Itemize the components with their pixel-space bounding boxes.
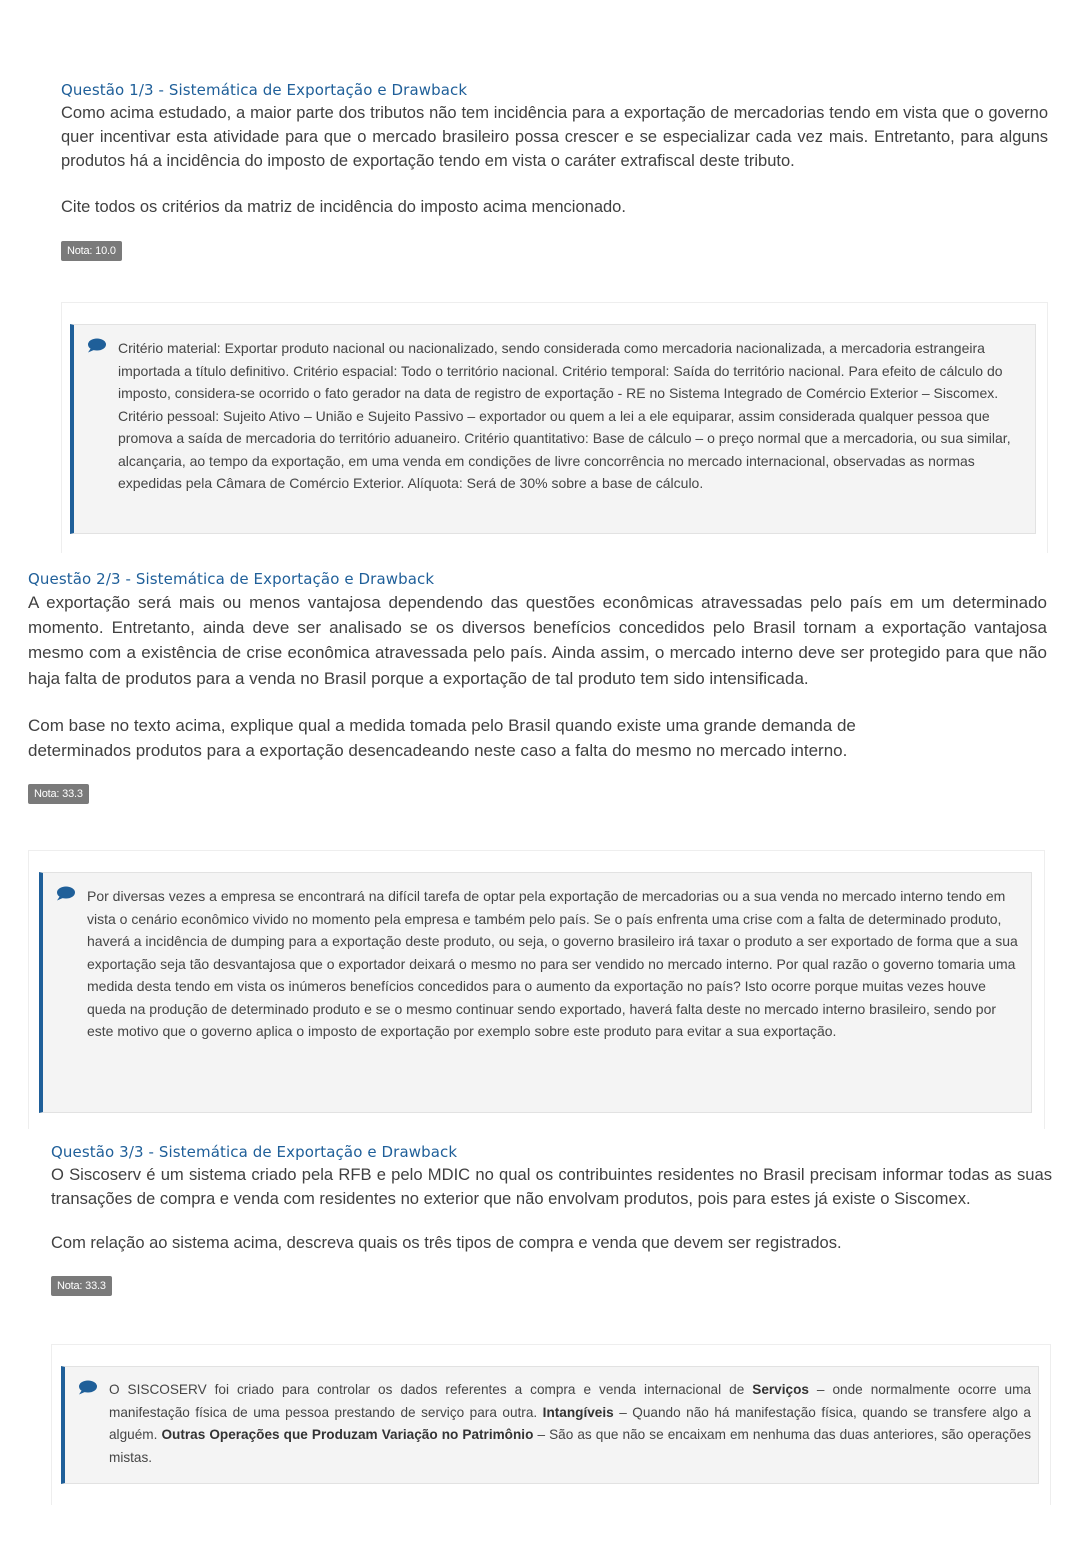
comment-bubble-icon: [86, 338, 106, 353]
answer-3-text: – Quando não há manifestação física, quando se transfere algo a alguém.: [109, 1404, 1031, 1442]
answer-3-text: O SISCOSERV foi criado para controlar os dados referentes a compra e venda internacional de: [109, 1382, 753, 1397]
answer-box-1: [70, 324, 1036, 534]
answer-3-bold-outras-operacoes: Outras Operações que Produzam Variação no Patrimônio: [161, 1427, 534, 1442]
question-1-title: Questão 1/3 - Sistemática de Exportação e Drawback: [61, 81, 468, 99]
answer-3-text: – onde normalmente ocorre uma manifestação física de uma pessoa prestando de serviço para outra.: [109, 1382, 1031, 1420]
question-3-title: Questão 3/3 - Sistemática de Exportação e Drawback: [51, 1143, 458, 1161]
question-3: [51, 1142, 1052, 1296]
answer-text-3: [109, 1379, 1031, 1469]
question-3-ask: Com relação ao sistema acima, descreva quais os três tipos de compra e venda que devem ser registrados.: [51, 1234, 842, 1252]
grade-badge: Nota: 10.0: [61, 241, 122, 261]
question-2-title: Questão 2/3 - Sistemática de Exportação e Drawback: [28, 570, 435, 588]
answer-3-text: – São as que não se encaixam em nenhuma das duas anteriores, são operações mistas.: [109, 1427, 1031, 1465]
comment-bubble-icon: [55, 886, 75, 901]
question-2-ask: Com base no texto acima, explique qual a medida tomada pelo Brasil quando existe uma grande demanda de determinados produtos para a exportação desencadeando neste caso a falta do mesmo no mercado interno.: [28, 715, 856, 760]
question-2-body: A exportação será mais ou menos vantajosa dependendo das questões econômicas atravessadas pelo país em um determinado momento. Entretanto, ainda deve ser analisado se os diversos benefícios concedidos pelo Brasil tornam a exportação vantajosa mesmo com a existência de crise econômica atravessada pelo país. Ainda assim, o mercado interno deve ser protegido para que não haja falta de produtos para a venda no Brasil porque a exportação de tal produto tem sido intensificada.: [28, 593, 1047, 688]
question-1-ask: Cite todos os critérios da matriz de incidência do imposto acima mencionado.: [61, 198, 626, 216]
answer-text-1: Critério material: Exportar produto nacional ou nacionalizado, sendo considerada como mercadoria nacionalizada, a mercadoria estrangeira importada a título definitivo. Critério espacial: Todo o território nacional. Critério temporal: Saída do território nacional. Para efeito de cálculo do imposto, considera-se ocorrido o fato gerador na data de registro de exportação - RE no Sistema Integrado de Comércio Exterior – Siscomex. Critério pessoal: Sujeito Ativo – União e Sujeito Passivo – exportador ou quem a lei a ele equiparar, assim considerada qualquer pessoa que promova a saída de mercadoria do território aduaneiro. Critério quantitativo: Base de cálculo – o preço normal que a mercadoria, ou sua similar, alcançaria, ao tempo da exportação, em uma venda em condições de livre concorrência no mercado internacional, observadas as normas expedidas pela Câmara de Comércio Exterior. Alíquota: Será de 30% sobre a base de cálculo.: [118, 340, 1011, 491]
answer-text-2: Por diversas vezes a empresa se encontrará na difícil tarefa de optar pela exportação de mercadorias ou a sua venda no mercado interno tendo em vista o cenário econômico vivido no momento pela empresa e também pelo país. Se o país enfrenta uma crise com a falta de determinado produto, haverá a incidência de dumping para a exportação deste produto, ou seja, o governo brasileiro irá taxar o produto a ser exportado de forma que a sua exportação seja tão desvantajosa que o exportador deixará o mesmo no para ser vendido no mercado interno. Por qual razão o governo tomaria uma medida desta tendo em vista os inúmeros benefícios concedidos para o aumento da exportação no país? Isto ocorre porque muitas vezes houve queda na produção de determinado produto e se o mesmo continuar sendo exportado, haverá falta deste no mercado interno brasileiro, sendo por este motivo que o governo aplica o imposto de exportação por exemplo sobre este produto para evitar a sua exportação.: [87, 888, 1018, 1039]
grade-badge: Nota: 33.3: [51, 1276, 112, 1296]
question-3-body: O Siscoserv é um sistema criado pela RFB e pelo MDIC no qual os contribuintes residentes no Brasil precisam informar todas as suas transações de compra e venda com residentes no exterior que não envolvam produtos, pois para estes já existe o Siscomex.: [51, 1165, 1052, 1208]
answer-3-bold-intangiveis: Intangíveis: [542, 1404, 614, 1420]
answer-box-2: [39, 872, 1032, 1113]
answer-3-bold-servicos: Serviços: [752, 1382, 809, 1397]
answer-box-3: [61, 1366, 1039, 1484]
grade-badge: Nota: 33.3: [28, 784, 89, 804]
question-2: [28, 569, 1047, 804]
question-1: [61, 80, 1048, 261]
question-1-body: Como acima estudado, a maior parte dos tributos não tem incidência para a exportação de mercadorias tendo em vista que o governo quer incentivar esta atividade para que o mercado brasileiro possa crescer e se especializar cada vez mais. Entretanto, para alguns produtos há a incidência do imposto de exportação tendo em vista o caráter extrafiscal deste tributo.: [61, 104, 1048, 170]
comment-bubble-icon: [77, 1380, 97, 1395]
